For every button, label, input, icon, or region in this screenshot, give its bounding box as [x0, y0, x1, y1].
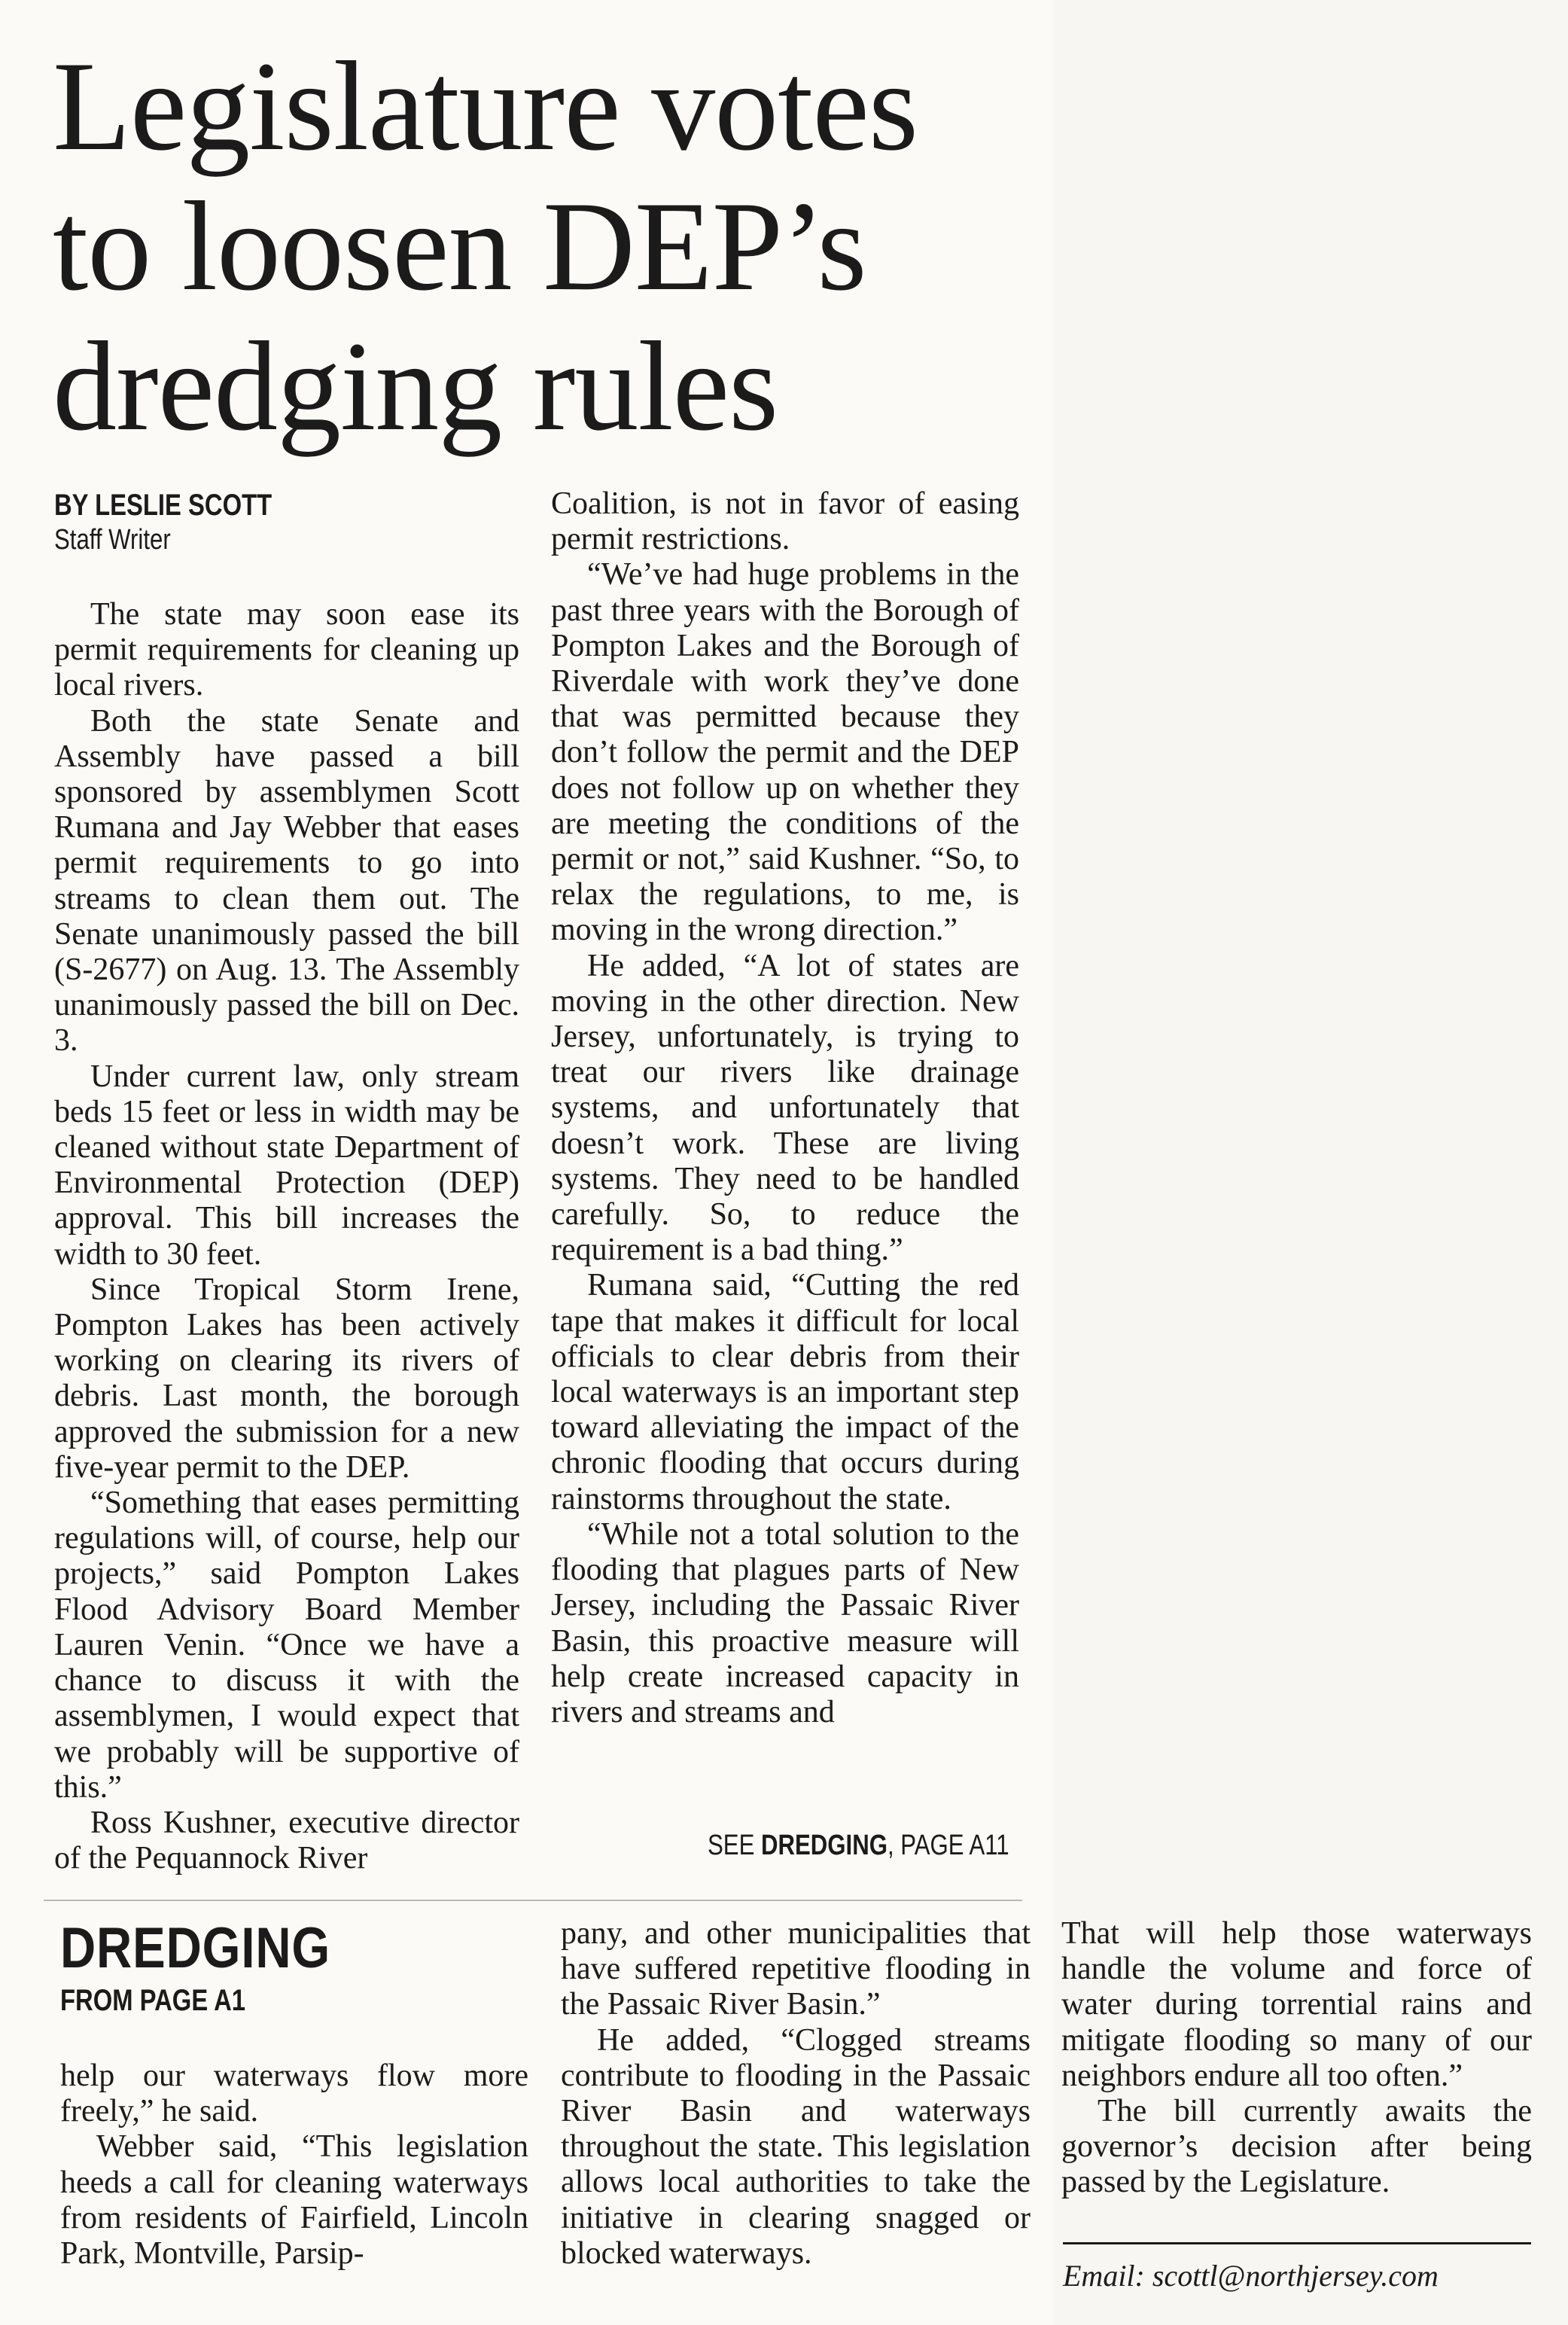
paragraph: The bill currently awaits the governor’s decision after being passed by the Legislature.: [1061, 2094, 1532, 2200]
paragraph: Rumana said, “Cutting the red tape that makes it difficult for local officials to clear debris from their local waterways is an important step toward alleviating the impact of the chronic flooding that occurs during rainstorms throughout the state.: [551, 1268, 1019, 1516]
byline-title: Staff Writer: [54, 524, 171, 556]
byline: [54, 488, 320, 557]
paragraph: Since Tropical Storm Irene, Pompton Lakes has been actively working on clearing its rivers of debris. Last month, the borough approved the submission for a new five-year permit to the DEP.: [54, 1272, 519, 1485]
continuation-heading: DREDGING: [60, 1916, 331, 1980]
paragraph: He added, “A lot of states are moving in the other direction. New Jersey, unfortunately, is trying to treat our rivers like drainage systems, and unfortunately that doesn’t work. These are living systems. They need to be handled carefully. So, to reduce the requirement is a bad thing.”: [551, 948, 1019, 1268]
paragraph: help our waterways flow more freely,” he said.: [60, 2058, 528, 2129]
paragraph: “We’ve had huge problems in the past three years with the Borough of Pompton Lakes and the Borough of Riverdale with work they’ve done that was permitted because they don’t follow the permit and the DEP does not follow up on whether they are meeting the conditions of the permit or not,” said Kushner. “So, to relax the regulations, to me, is moving in the wrong direction.”: [551, 557, 1019, 948]
headline: [53, 36, 1031, 456]
paragraph: Coalition, is not in favor of easing permit restrictions.: [551, 486, 1019, 557]
author-email: Email: scottl@northjersey.com: [1063, 2259, 1439, 2293]
paragraph: He added, “Clogged streams contribute to flooding in the Passaic River Basin and waterways throughout the state. This legislation allows local authorities to take the initiative in clearing snagged or blocked waterways.: [561, 2022, 1031, 2271]
jump-page: , PAGE A11: [887, 1830, 1009, 1861]
headline-line: Legislature votes: [53, 35, 918, 177]
jump-see: SEE: [708, 1830, 755, 1861]
continuation-column-3: [1061, 1916, 1532, 2201]
email-divider: [1063, 2242, 1531, 2244]
paragraph: The state may soon ease its permit requirements for cleaning up local rivers.: [54, 597, 519, 703]
headline-line: to loosen DEP’s: [53, 175, 866, 317]
jump-keyword: DREDGING: [761, 1830, 888, 1861]
paragraph: Webber said, “This legislation heeds a call for cleaning waterways from residents of Fairfield, Lincoln Park, Montville, Parsip-: [60, 2129, 528, 2272]
headline-line: dredging rules: [53, 315, 778, 457]
continuation-column-2: [561, 1916, 1031, 2272]
paragraph: Ross Kushner, executive director of the Pequannock River: [54, 1805, 519, 1876]
paragraph: pany, and other municipalities that have suffered repetitive flooding in the Passaic River Basin.”: [561, 1916, 1031, 2022]
paragraph: That will help those waterways handle the volume and force of water during torrential rains and mitigate flooding so many of our neighbors endure all too often.”: [1061, 1916, 1532, 2093]
section-divider: [44, 1900, 1022, 1901]
paragraph: Both the state Senate and Assembly have passed a bill sponsored by assemblymen Scott Rumana and Jay Webber that eases permit requirements to go into streams to clean them out. The Senate unanimously passed the bill (S-2677) on Aug. 13. The Assembly unanimously passed the bill on Dec. 3.: [54, 703, 519, 1059]
paragraph: “Something that eases permitting regulations will, of course, help our projects,” said Pompton Lakes Flood Advisory Board Member Lauren Venin. “Once we have a chance to discuss it with the assemblymen, I would expect that we probably will be supportive of this.”: [54, 1486, 519, 1805]
jump-line: [708, 1830, 1009, 1862]
byline-author: BY LESLIE SCOTT: [54, 489, 272, 522]
continuation-column-1: [60, 2058, 528, 2272]
article-column-1: [54, 597, 519, 1876]
paragraph: “While not a total solution to the flooding that plagues parts of New Jersey, including the Passaic River Basin, this proactive measure will help create increased capacity in rivers and streams and: [551, 1516, 1019, 1729]
article-column-2: [551, 486, 1019, 1730]
paragraph: Under current law, only stream beds 15 feet or less in width may be cleaned without state Department of Environmental Protection (DEP) approval. This bill increases the width to 30 feet.: [54, 1059, 519, 1272]
continuation-from-page: FROM PAGE A1: [60, 1984, 246, 2017]
